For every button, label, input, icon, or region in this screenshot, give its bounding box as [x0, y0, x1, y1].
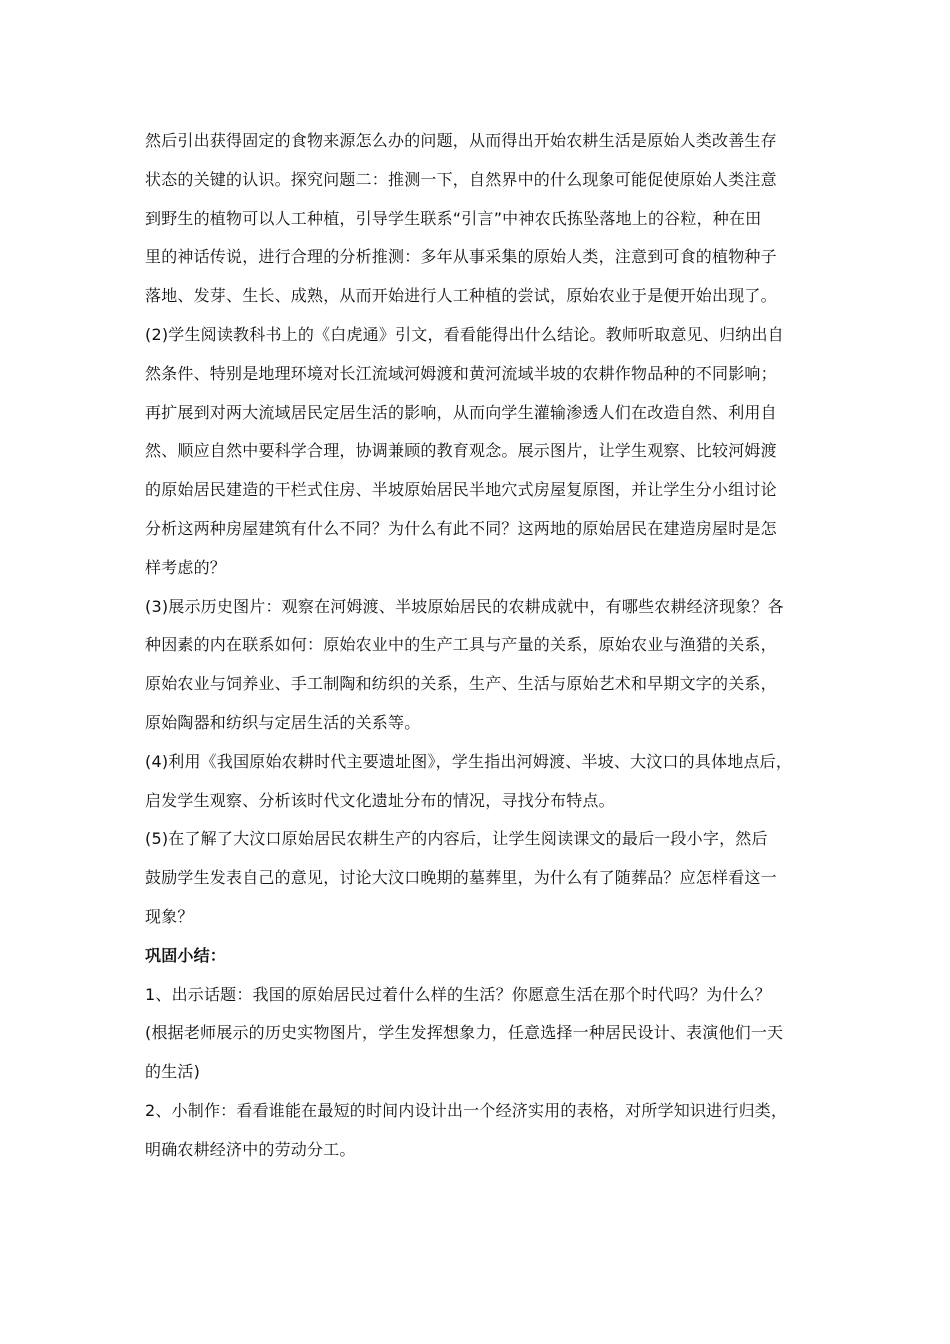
paragraph-line: 样考虑的？	[145, 557, 227, 577]
paragraph-line: 原始农业与饲养业、手工制陶和纺织的关系，生产、生活与原始艺术和早期文字的关系，	[145, 674, 777, 694]
paragraph-line: 落地、发芽、生长、成熟，从而开始进行人工种植的尝试，原始农业于是便开始出现了。	[145, 286, 777, 306]
paragraph-line: 然后引出获得固定的食物来源怎么办的问题，从而得出开始农耕生活是原始人类改善生存	[145, 131, 777, 150]
paragraph-line: 鼓励学生发表自己的意见，讨论大汶口晚期的墓葬里，为什么有了随葬品？应怎样看这一	[145, 868, 777, 888]
paragraph-line: 里的神话传说，进行合理的分析推测：多年从事采集的原始人类，注意到可食的植物种子	[145, 247, 777, 267]
paragraph-line: 然、顺应自然中要科学合理，协调兼顾的教育观念。展示图片，让学生观察、比较河姆渡	[145, 441, 777, 461]
summary-line: 的生活)	[145, 1062, 201, 1082]
document-body	[145, 122, 809, 1170]
paragraph-line: 状态的关键的认识。探究问题二：推测一下，自然界中的什么现象可能促使原始人类注意	[145, 169, 777, 189]
summary-line: 1、出示话题：我国的原始居民过着什么样的生活？你愿意生活在那个时代吗？为什么？	[145, 984, 771, 1004]
summary-line: (根据老师展示的历史实物图片，学生发挥想象力，任意选择一种居民设计、表演他们一天	[145, 1023, 784, 1043]
paragraph-line: (5)在了解了大汶口原始居民农耕生产的内容后，让学生阅读课文的最后一段小字，然后	[145, 829, 768, 849]
paragraph-line: (2)学生阅读教科书上的《白虎通》引文，看看能得出什么结论。教师听取意见、归纳出自	[145, 324, 784, 344]
paragraph-line: 现象？	[145, 906, 194, 926]
section-heading: 巩固小结：	[145, 945, 227, 965]
paragraph-line: 的原始居民建造的干栏式住房、半坡原始居民半地穴式房屋复原图，并让学生分小组讨论	[145, 480, 777, 500]
summary-line: 明确农耕经济中的劳动分工。	[145, 1139, 356, 1159]
paragraph-line: (4)利用《我国原始农耕时代主要遗址图》，学生指出河姆渡、半坡、大汶口的具体地点后，	[145, 751, 793, 771]
paragraph-line: 原始陶器和纺织与定居生活的关系等。	[145, 712, 421, 732]
paragraph-line: 到野生的植物可以人工种植，引导学生联系“引言”中神农氏拣坠落地上的谷粒，种在田	[145, 208, 762, 228]
paragraph-line: 然条件、特别是地理环境对长江流域河姆渡和黄河流域半坡的农耕作物品种的不同影响；	[145, 363, 777, 383]
paragraph-line: 启发学生观察、分析该时代文化遗址分布的情况，寻找分布特点。	[145, 790, 615, 810]
paragraph-line: (3)展示历史图片：观察在河姆渡、半坡原始居民的农耕成就中，有哪些农耕经济现象？各	[145, 596, 784, 616]
summary-line: 2、小制作：看看谁能在最短的时间内设计出一个经济实用的表格，对所学知识进行归类，	[145, 1100, 788, 1120]
paragraph-line: 分析这两种房屋建筑有什么不同？为什么有此不同？这两地的原始居民在建造房屋时是怎	[145, 518, 777, 538]
paragraph-line: 种因素的内在联系如何：原始农业中的生产工具与产量的关系，原始农业与渔猎的关系，	[145, 635, 777, 655]
paragraph-line: 再扩展到对两大流域居民定居生活的影响，从而向学生灌输渗透人们在改造自然、利用自	[145, 402, 777, 422]
